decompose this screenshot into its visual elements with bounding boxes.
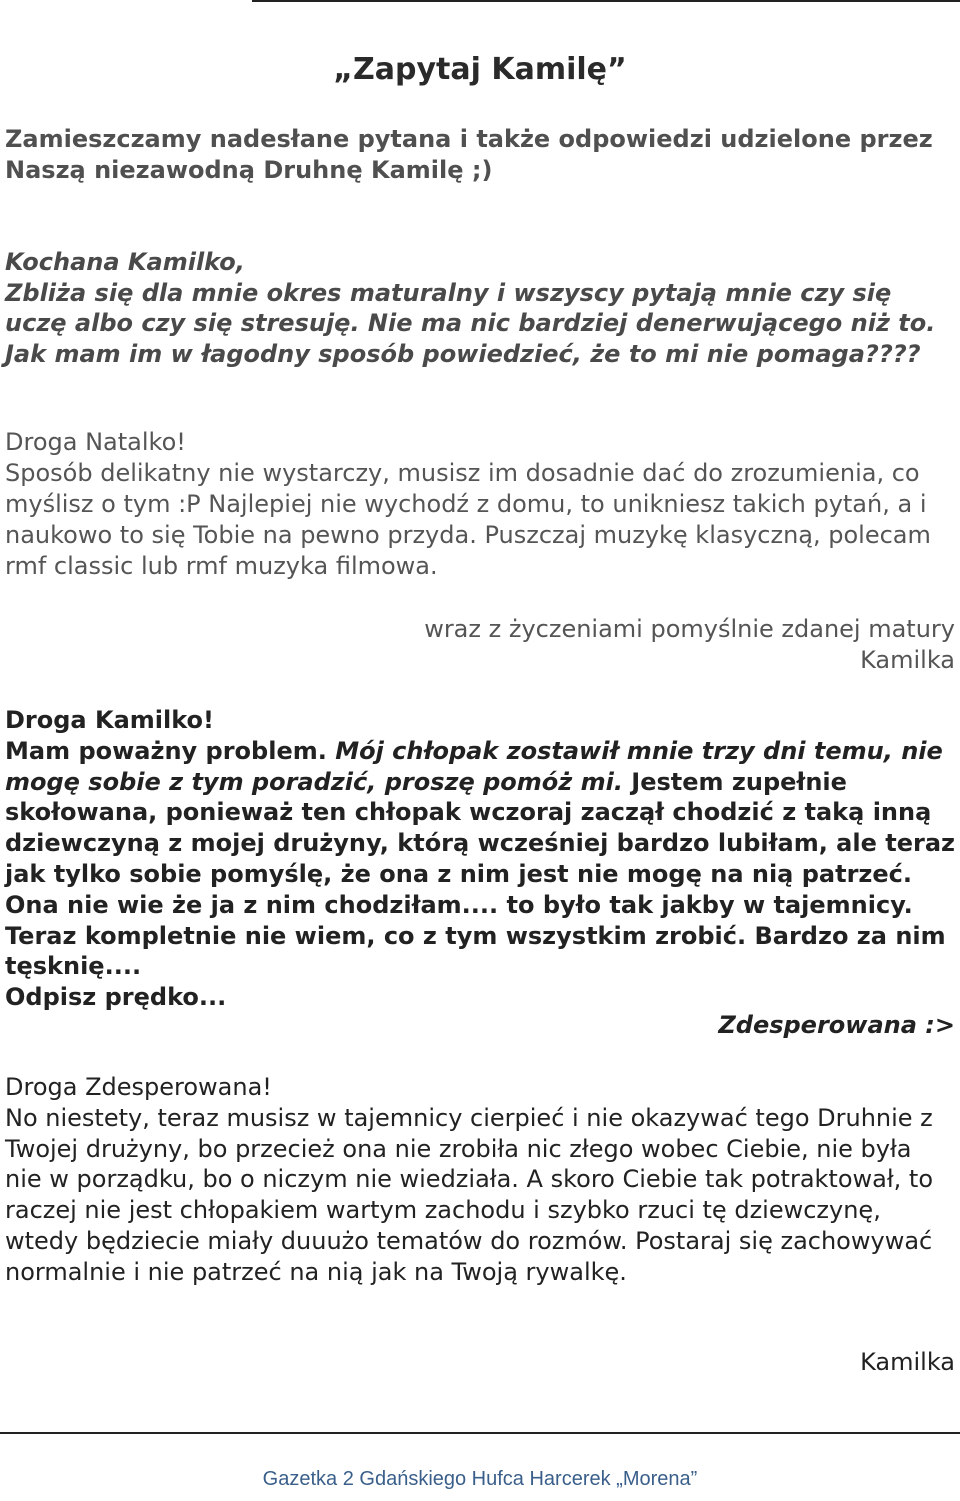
letter-2-body: Mój chłopak zostawił mnie trzy dni temu, nie mogę sobie z tym poradzić, proszę pomóż mi. — [5, 736, 943, 796]
page-footer: Gazetka 2 Gdańskiego Hufca Harcerek „Morena” — [262, 1468, 698, 1490]
letter-2-text — [5, 736, 955, 982]
answer-1-signoff — [424, 614, 955, 676]
letter-1-body: Zbliża się dla mnie okres maturalny i wszyscy pytają mnie czy się uczę albo czy się stresuję. Nie ma nic bardziej denerwującego niż to. Jak mam im w łagodny sposób powiedzieć, że to mi nie pomaga???? — [5, 278, 936, 368]
letter-2-greeting: Droga Kamilko! — [5, 706, 214, 734]
answer-1-signature: Kamilka — [860, 646, 955, 674]
answer-2-greeting: Droga Zdesperowana! — [5, 1073, 272, 1101]
answer-2 — [5, 1072, 955, 1288]
answer-1-closing: wraz z życzeniami pomyślnie zdanej matury — [424, 615, 955, 643]
letter-2 — [5, 705, 955, 1013]
page-title: „Zapytaj Kamilę” — [333, 52, 627, 87]
letter-1 — [5, 247, 955, 369]
answer-2-body: No niestety, teraz musisz w tajemnicy cierpieć i nie okazywać tego Druhnie z Twojej drużyny, bo przecież ona nie zrobiła nic złego wobec Ciebie, nie była nie w porządku, bo o niczym nie wiedziała. A skoro Ciebie tak potraktował, to raczej nie jest chłopakiem wartym zachodu i szybko rzuci tę dziewczynę, wtedy będziecie miały duuużo tematów do rozmów. Postaraj się zachowywać normalnie i nie patrzeć na nią jak na Twoją rywalkę. — [5, 1103, 934, 1286]
answer-1 — [5, 427, 955, 582]
answer-2-signature: Kamilka — [860, 1348, 955, 1376]
letter-2-signature: Zdesperowana :> — [718, 1011, 955, 1039]
top-rule — [252, 0, 960, 2]
answer-1-greeting: Droga Natalko! — [5, 428, 186, 456]
letter-1-greeting: Kochana Kamilko, — [5, 248, 245, 276]
answer-1-body: Sposób delikatny nie wystarczy, musisz im dosadnie dać do zrozumienia, co myślisz o tym :P Najlepiej nie wychodź z domu, to unikniesz takich pytań, a i naukowo to się Tobie na pewno przyda. Puszczaj muzykę klasyczną, polecam rmf classic lub rmf muzyka filmowa. — [5, 459, 931, 580]
bottom-rule — [0, 1432, 960, 1434]
letter-2-lead: Mam poważny problem. — [5, 736, 327, 765]
letter-2-closing: Odpisz prędko... — [5, 983, 227, 1012]
intro-text: Zamieszczamy nadesłane pytana i także odpowiedzi udzielone przez Naszą niezawodną Druhnę Kamilę ;) — [5, 125, 933, 184]
letter-2-body-continued: Jestem zupełnie skołowana, ponieważ ten chłopak wczoraj zaczął chodzić z taką inną dziewczyną z mojej drużyny, którą wcześniej bardzo lubiłam, ale teraz jak tylko sobie pomyślę, że ona z nim jest nie mogę na nią patrzeć. Ona nie wie że ja z nim chodziłam.... to było tak jakby w tajemnicy. Teraz kompletnie nie wiem, co z tym wszystkim zrobić. Bardzo za nim tęsknię.... — [5, 767, 955, 981]
